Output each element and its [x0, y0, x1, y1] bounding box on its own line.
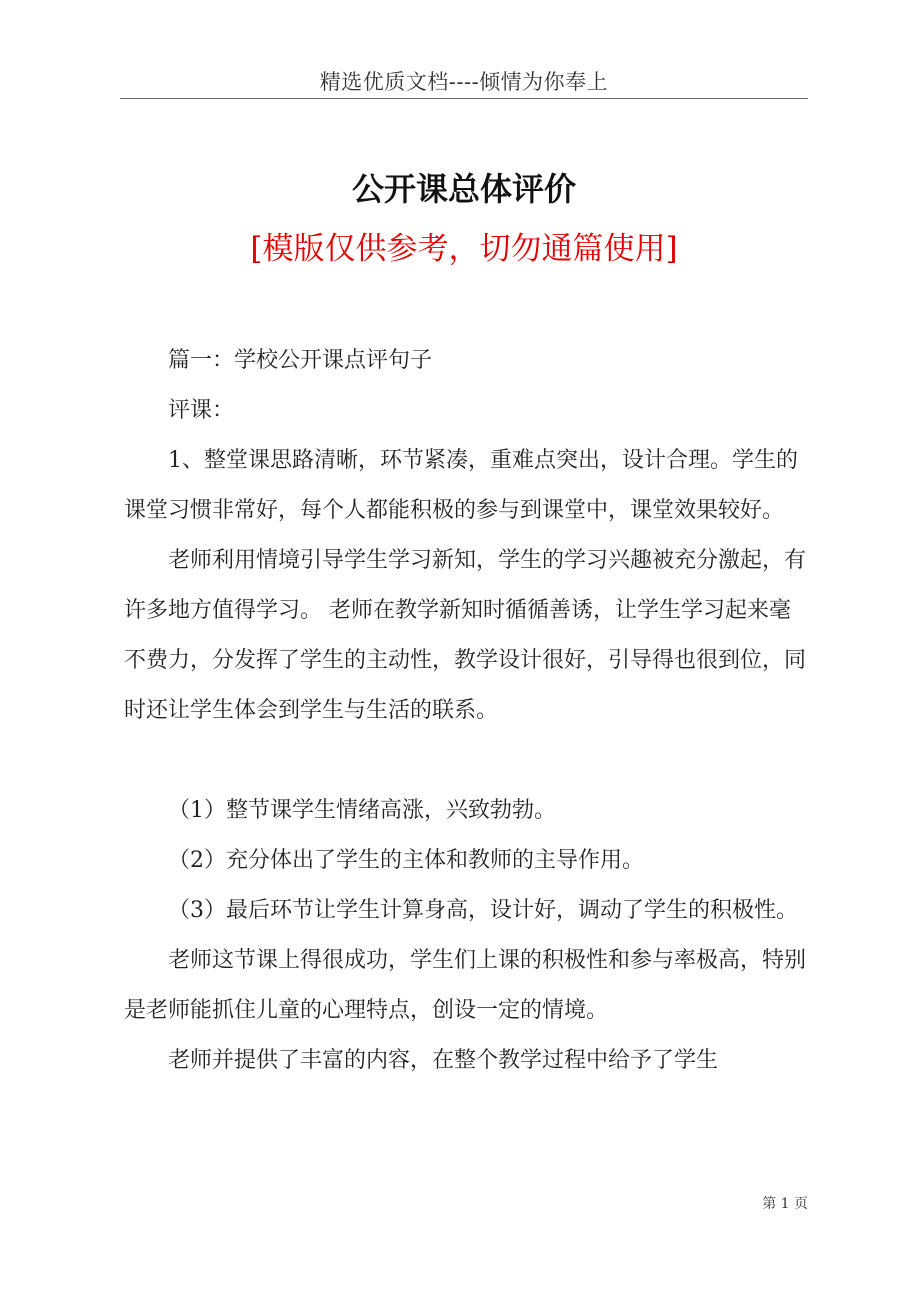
paragraph: 1、整堂课思路清晰，环节紧凑，重难点突出，设计合理。学生的课堂习惯非常好，每个人都能积极的参与到课堂中，课堂效果较好。 [124, 448, 798, 523]
page-number: 第 1 页 [762, 1196, 808, 1212]
paragraph: 老师这节课上得很成功，学生们上课的积极性和参与率极高，特别是老师能抓住儿童的心理特点，创设一定的情境。 [124, 948, 807, 1023]
header-divider [120, 98, 808, 99]
document-body [124, 336, 808, 1086]
document-title: 公开课总体评价 [351, 170, 576, 208]
document-subtitle: [模版仅供参考，切勿通篇使用] [250, 231, 678, 267]
section-heading: 篇一：学校公开课点评句子 [168, 348, 433, 373]
paragraph: 评课： [168, 398, 235, 423]
list-item: （2）充分体出了学生的主体和教师的主导作用。 [168, 848, 644, 873]
list-item: （1）整节课学生情绪高涨，兴致勃勃。 [168, 798, 556, 823]
paragraph-gap [124, 736, 808, 786]
paragraph: 老师并提供了丰富的内容，在整个教学过程中给予了学生 [168, 1048, 719, 1073]
paragraph: 老师利用情境引导学生学习新知，学生的学习兴趣被充分激起，有许多地方值得学习。 老师在教学新知时循循善诱，让学生学习起来毫不费力，分发挥了学生的主动性，教学设计很好，引导得也很到位，同时还让学生体会到学生与生活的联系。 [124, 548, 807, 723]
header-title: 精选优质文档----倾情为你奉上 [319, 70, 609, 94]
list-item: （3）最后环节让学生计算身高，设计好，调动了学生的积极性。 [168, 898, 798, 923]
